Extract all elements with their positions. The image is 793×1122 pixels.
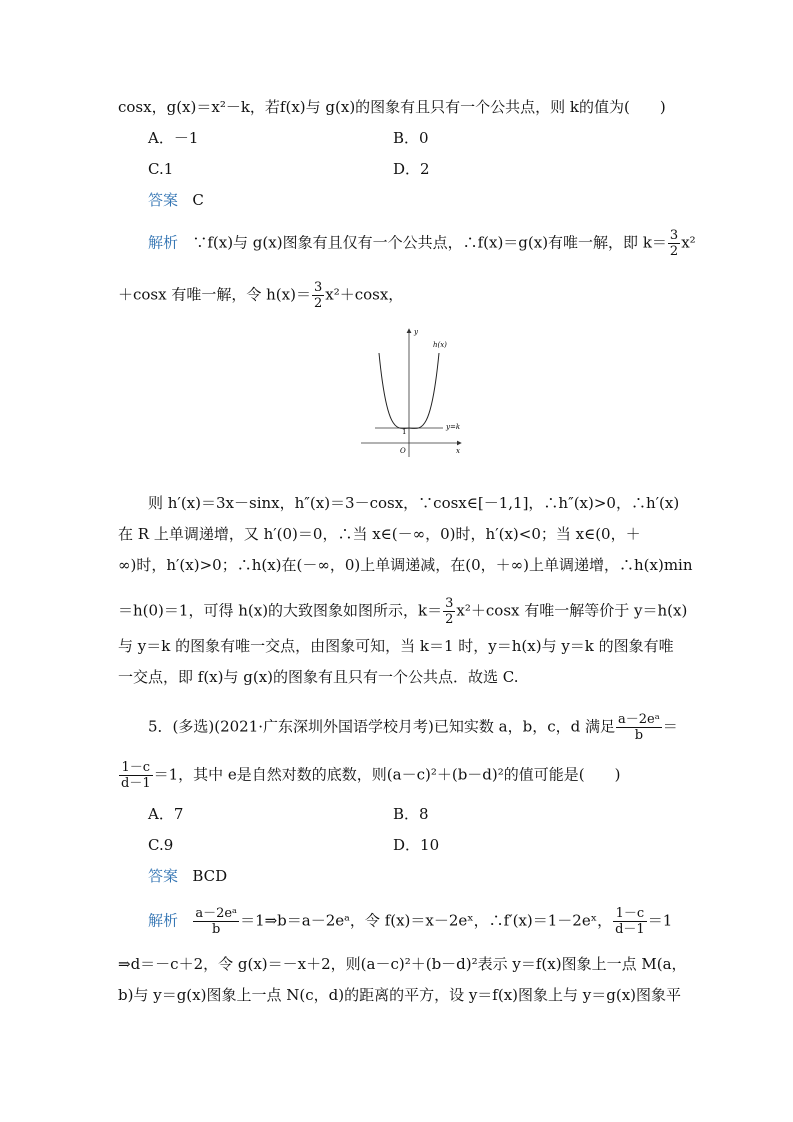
origin-label: O <box>400 447 406 455</box>
solution-text: ＝1 <box>647 911 673 930</box>
answer-value: BCD <box>192 867 228 885</box>
solution-text: ∵f(x)与 g(x)图象有且仅有一个公共点，∴f(x)＝g(x)有唯一解，即 k＝ <box>192 233 667 252</box>
option-b: B．8 <box>393 805 429 823</box>
solution-line-2 <box>118 280 403 311</box>
stem-text: ＝1，其中 e是自然对数的底数，则(a－c)²＋(b－d)²的值可能是( ) <box>153 765 621 784</box>
solution-line-2: ⇒d＝－c＋2，令 g(x)＝－x＋2，则(a－c)²＋(b－d)²表示 y＝f(x)图象上一点 M(a， <box>118 955 687 973</box>
fraction <box>312 280 324 311</box>
answer-line <box>148 866 227 886</box>
fraction-denominator: b <box>634 728 644 743</box>
fraction-numerator: a－2eᵃ <box>195 906 238 921</box>
fraction <box>616 712 662 743</box>
solution-line-8: 一交点，即 f(x)与 g(x)的图象有且只有一个公共点．故选 C. <box>118 668 519 686</box>
fraction-numerator: 1－c <box>613 906 647 922</box>
solution-line-7: 与 y＝k 的图象有唯一交点，由图象可知，当 k＝1 时，y＝h(x)与 y＝k 的图象有唯 <box>118 637 674 655</box>
problem-4-stem: cosx，g(x)＝x²－k，若f(x)与 g(x)的图象有且只有一个公共点，则 k的值为( ) <box>118 98 666 116</box>
fraction-numerator: 3 <box>313 280 323 295</box>
solution-line-1 <box>148 228 696 259</box>
solution-line-6 <box>118 596 687 627</box>
solution-text: ＝h(0)＝1，可得 h(x)的大致图象如图所示，k＝ <box>118 601 443 620</box>
solution-text: x²＋cosx， <box>325 285 404 304</box>
answer-value: C <box>192 191 204 209</box>
fraction-denominator: d－1 <box>615 922 645 937</box>
problem-5-stem-2 <box>118 760 620 791</box>
fraction-numerator: 3 <box>669 228 679 243</box>
fraction-denominator: 2 <box>669 244 679 259</box>
y-axis-label: y <box>414 328 418 336</box>
line-label: y=k <box>446 423 461 431</box>
solution-label: 解析 <box>148 911 179 930</box>
option-d: D．10 <box>393 836 440 854</box>
fraction <box>443 596 455 627</box>
fraction-numerator: 3 <box>445 596 454 611</box>
fraction <box>193 906 239 937</box>
solution-label: 解析 <box>148 233 179 252</box>
function-graph <box>357 325 467 460</box>
solution-text: x²＋cosx 有唯一解等价于 y＝h(x) <box>456 601 688 620</box>
answer-line <box>148 190 204 210</box>
fraction-denominator: b <box>212 922 221 937</box>
solution-text: ＋cosx 有唯一解，令 h(x)＝ <box>118 285 311 304</box>
option-d: D．2 <box>393 160 430 178</box>
option-b: B．0 <box>393 129 429 147</box>
option-c: C.9 <box>148 836 174 854</box>
option-a: A．7 <box>148 805 184 823</box>
x-axis-label: x <box>456 447 460 455</box>
fraction <box>613 906 647 937</box>
solution-text: ＝1⇒b＝a－2eᵃ，令 f(x)＝x－2eˣ，∴f′(x)＝1－2eˣ， <box>240 911 613 930</box>
fraction-numerator: 1－c <box>119 760 153 776</box>
curve-label: h(x) <box>433 341 447 349</box>
answer-label: 答案 <box>148 867 179 885</box>
solution-line-3: b)与 y＝g(x)图象上一点 N(c，d)的距离的平方，设 y＝f(x)图象上与 y＝g(x)图象平 <box>118 986 682 1004</box>
option-a: A．－1 <box>148 129 199 147</box>
problem-5-stem-1 <box>148 712 678 743</box>
fraction-denominator: d－1 <box>121 776 151 791</box>
answer-label: 答案 <box>148 191 179 209</box>
option-c: C.1 <box>148 160 174 178</box>
stem-text: ＝ <box>662 717 678 736</box>
fraction-denominator: 2 <box>445 612 454 627</box>
solution-line-5: ∞)时，h′(x)>0；∴h(x)在(－∞，0)上单调递减，在(0，＋∞)上单调递增，∴h(x)min <box>118 556 693 574</box>
tick-one: 1 <box>402 428 407 436</box>
fraction <box>119 760 153 791</box>
fraction-numerator: a－2eᵃ <box>617 712 660 727</box>
fraction <box>668 228 680 259</box>
solution-line-4: 在 R 上单调递增，又 h′(0)＝0，∴当 x∈(－∞，0)时，h′(x)<0；当 x∈(0，＋ <box>118 525 641 543</box>
solution-line-1 <box>148 906 672 937</box>
solution-text: x² <box>681 233 696 252</box>
stem-text: 5．(多选)(2021·广东深圳外国语学校月考)已知实数 a，b，c，d 满足 <box>148 717 615 736</box>
fraction-denominator: 2 <box>313 296 323 311</box>
solution-line-3: 则 h′(x)＝3x－sinx，h″(x)＝3－cosx，∵cosx∈[－1,1]，∴h″(x)>0，∴h′(x) <box>148 494 680 512</box>
